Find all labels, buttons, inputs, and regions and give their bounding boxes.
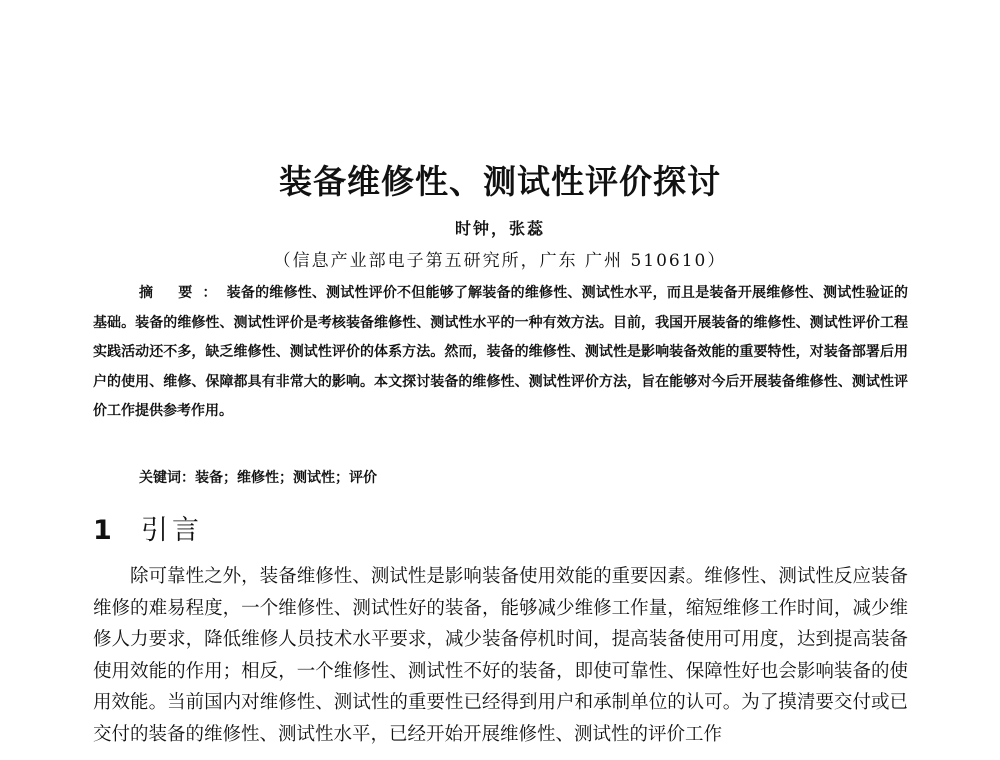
- paper-affiliation: （信息产业部电子第五研究所，广东 广州 510610）: [273, 251, 727, 271]
- keywords-text: 装备；维修性；测试性；评价: [195, 470, 377, 486]
- abstract-text: 装备的维修性、测试性评价不但能够了解装备的维修性、测试性水平，而且是装备开展维修性、测试性验证的基础。装备的维修性、测试性评价是考核装备维修性、测试性水平的一种有效方法。目前，我国开展装备的维修性、测试性评价工程实践活动还不多，缺乏维修性、测试性评价的体系方法。然而，装备的维修性、测试性是影响装备效能的重要特性，对装备部署后用户的使用、维修、保障都具有非常大的影响。本文探讨装备的维修性、测试性评价方法，旨在能够对今后开展装备维修性、测试性评价工作提供参考作用。: [93, 285, 908, 419]
- section-number: 1: [93, 515, 112, 546]
- paper-title: 装备维修性、测试性评价探讨: [279, 162, 721, 201]
- keywords-label: 关键词：: [139, 470, 195, 486]
- abstract: [93, 279, 908, 427]
- keywords: [139, 467, 377, 487]
- section-heading: [93, 508, 203, 547]
- section-body-paragraph: 除可靠性之外，装备维修性、测试性是影响装备使用效能的重要因素。维修性、测试性反应装备维修的难易程度，一个维修性、测试性好的装备，能够减少维修工作量，缩短维修工作时间，减少维修人力要求，降低维修人员技术水平要求，减少装备停机时间，提高装备使用可用度，达到提高装备使用效能的作用；相反，一个维修性、测试性不好的装备，即使可靠性、保障性好也会影响装备的使用效能。当前国内对维修性、测试性的重要性已经得到用户和承制单位的认可。为了摸清要交付或已交付的装备的维修性、测试性水平，已经开始开展维修性、测试性的评价工作: [93, 566, 908, 745]
- abstract-label: 摘 要：: [139, 285, 227, 301]
- section-title: 引言: [141, 515, 203, 546]
- paper-authors: 时钟，张蕊: [454, 219, 545, 238]
